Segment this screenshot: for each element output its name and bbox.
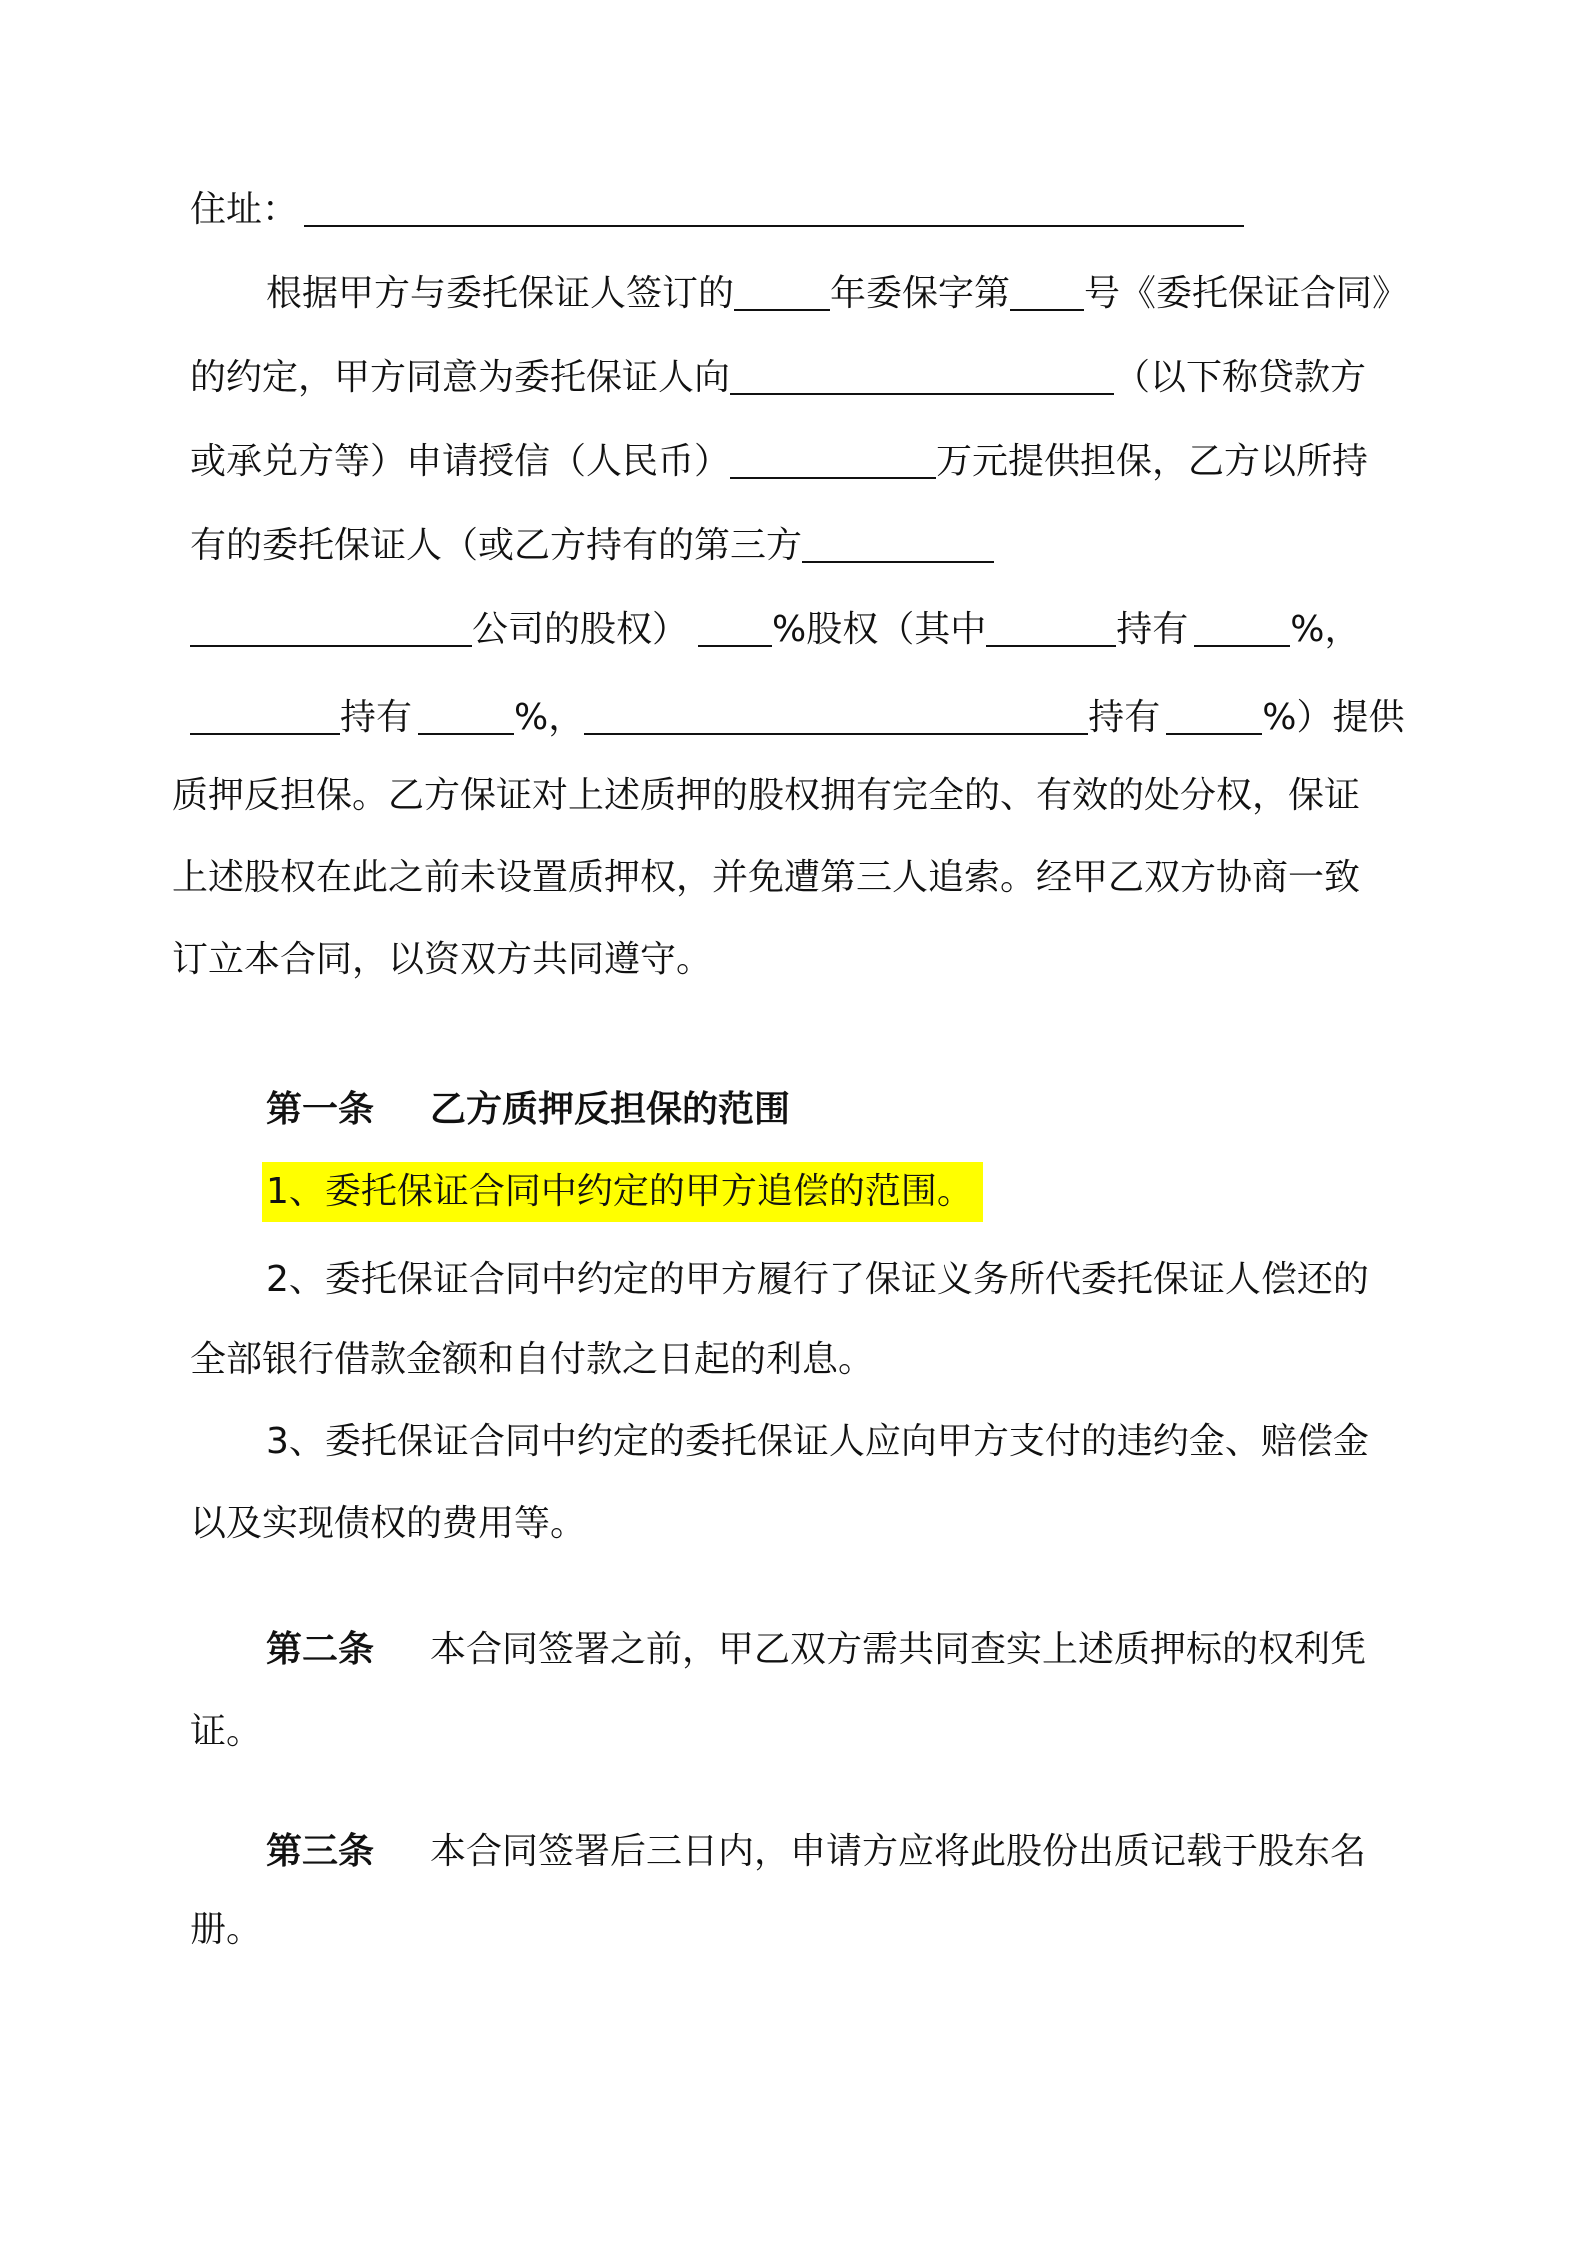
intro-text: 万元提供担保，乙方以所持	[936, 441, 1369, 482]
intro-line-4	[190, 516, 994, 576]
percent-blank	[1194, 605, 1290, 647]
intro-text: 号《委托保证合同》	[1084, 273, 1409, 314]
item-text: 全部银行借款金额和自付款之日起的利息。	[190, 1339, 875, 1380]
intro-text: 上述股权在此之前未设置质押权，并免遭第三人追索。经甲乙双方协商一致	[172, 857, 1361, 898]
holder-blank	[986, 605, 1116, 647]
percent-blank	[1166, 693, 1262, 735]
intro-line-2	[190, 348, 1366, 408]
intro-text: %，	[514, 697, 585, 738]
intro-text: 公司的股权）	[472, 609, 689, 650]
intro-text: 根据甲方与委托保证人签订的	[266, 273, 735, 314]
article1-item1	[262, 1162, 983, 1222]
article1-label: 第一条	[266, 1089, 375, 1130]
article3-line1	[266, 1822, 1366, 1882]
article1-item2-line1	[266, 1250, 1369, 1310]
intro-line-8	[172, 848, 1360, 908]
address-label: 住址：	[190, 189, 299, 230]
intro-text: 持有	[1116, 609, 1189, 650]
article3-label: 第三条	[266, 1831, 375, 1872]
intro-line-6	[190, 688, 1404, 748]
article2-text: 本合同签署之前，甲乙双方需共同查实上述质押标的权利凭	[430, 1629, 1367, 1670]
percent-blank	[698, 605, 772, 647]
article2-line1	[266, 1620, 1366, 1680]
article1-item3-line2	[190, 1494, 586, 1554]
article2-label: 第二条	[266, 1629, 375, 1670]
company-blank	[190, 605, 472, 647]
holder-blank	[190, 693, 340, 735]
intro-text: 持有	[1088, 697, 1161, 738]
holder-blank	[584, 693, 1088, 735]
third-party-blank	[802, 521, 994, 563]
article1-title: 乙方质押反担保的范围	[430, 1089, 791, 1130]
article1-item2-line2	[190, 1330, 874, 1390]
article2-text: 证。	[190, 1711, 263, 1752]
year-blank	[734, 269, 830, 311]
article3-line2	[190, 1900, 262, 1960]
intro-line-9	[172, 930, 712, 990]
amount-blank	[730, 437, 936, 479]
intro-text: 的约定，甲方同意为委托保证人向	[190, 357, 731, 398]
item-text: 3、委托保证合同中约定的委托保证人应向甲方支付的违约金、赔偿金	[266, 1421, 1369, 1462]
address-blank	[304, 185, 1244, 227]
address-line	[190, 180, 1244, 240]
article3-text: 册。	[190, 1909, 263, 1950]
intro-text: （以下称贷款方	[1114, 357, 1367, 398]
intro-text: %股权（其中	[772, 609, 987, 650]
item-text: 以及实现债权的费用等。	[190, 1503, 587, 1544]
intro-text: 订立本合同，以资双方共同遵守。	[172, 939, 713, 980]
intro-line-3	[190, 432, 1368, 492]
intro-text: 有的委托保证人（或乙方持有的第三方	[190, 525, 803, 566]
intro-text: %）提供	[1262, 697, 1405, 738]
intro-text: 或承兑方等）申请授信（人民币）	[190, 441, 731, 482]
intro-text: %，	[1290, 609, 1361, 650]
lender-blank	[730, 353, 1114, 395]
intro-line-1	[266, 264, 1408, 324]
intro-line-5	[190, 600, 1360, 660]
item-text: 2、委托保证合同中约定的甲方履行了保证义务所代委托保证人偿还的	[266, 1259, 1369, 1300]
article1-item3-line1	[266, 1412, 1369, 1472]
intro-text: 质押反担保。乙方保证对上述质押的股权拥有完全的、有效的处分权，保证	[172, 775, 1361, 816]
intro-line-7	[172, 766, 1360, 826]
percent-blank	[418, 693, 514, 735]
article1-heading	[266, 1080, 790, 1140]
intro-text: 年委保字第	[830, 273, 1011, 314]
article3-text: 本合同签署后三日内，申请方应将此股份出质记载于股东名	[430, 1831, 1367, 1872]
contract-number-blank	[1010, 269, 1084, 311]
highlighted-item: 1、委托保证合同中约定的甲方追偿的范围。	[262, 1162, 983, 1222]
intro-text: 持有	[340, 697, 413, 738]
article2-line2	[190, 1702, 262, 1762]
